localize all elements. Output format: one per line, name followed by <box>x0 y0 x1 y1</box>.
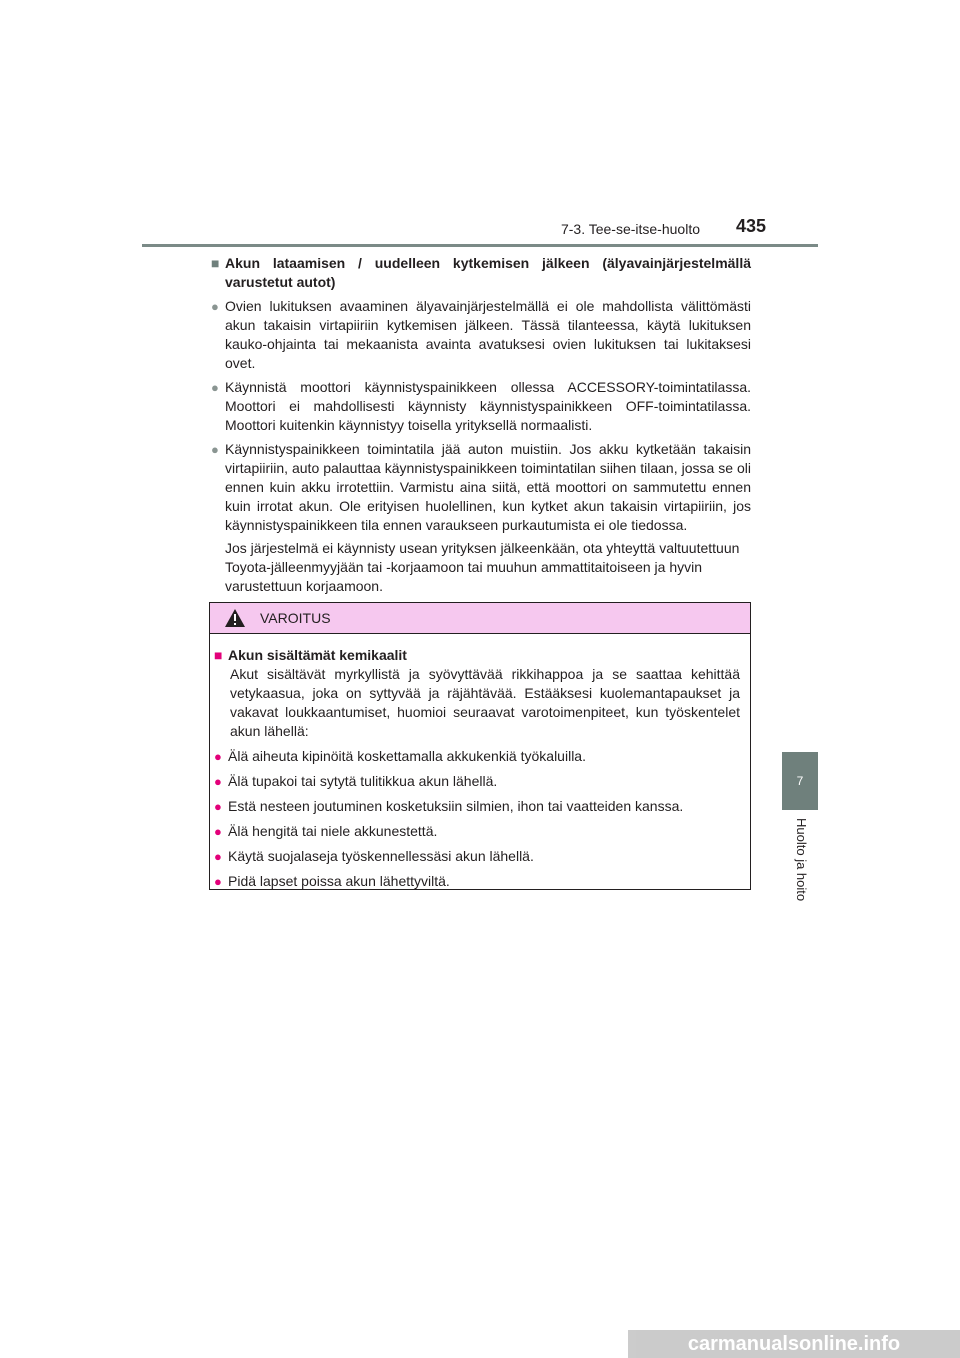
body-paragraph: Jos järjestelmä ei käynnisty usean yrityksen jälkeenkään, ota yhteyttä valtuutettuun Toyota-jälleenmyyjään tai -korjaamoon tai muuhun ammattitaitoiseen ja hyvin varustettuun korjaamoon. <box>225 540 740 594</box>
list-item <box>214 772 740 791</box>
warning-body <box>210 634 750 891</box>
header-section-title: 7-3. Tee-se-itse-huolto <box>560 221 700 237</box>
chapter-title: Huolto ja hoito <box>794 818 809 902</box>
warning-triangle-icon <box>224 608 246 628</box>
section-heading-text: Akun lataamisen / uudelleen kytkemisen jälkeen (älyavainjärjestelmällä varustetut autot) <box>225 255 751 290</box>
dot-bullet-icon: ● <box>214 874 222 889</box>
dot-bullet-icon: ● <box>211 442 219 457</box>
dot-bullet-icon: ● <box>214 774 222 789</box>
warning-heading-text: Akun sisältämät kemikaalit <box>228 647 407 663</box>
list-item-text: Älä hengitä tai niele akkunestettä. <box>228 823 438 839</box>
page-number: 435 <box>736 216 767 236</box>
dot-bullet-icon: ● <box>214 749 222 764</box>
square-bullet-icon: ■ <box>214 647 223 663</box>
header-rule <box>142 244 818 247</box>
list-item <box>214 847 740 866</box>
dot-bullet-icon: ● <box>211 299 219 314</box>
dot-bullet-icon: ● <box>214 824 222 839</box>
list-item-text: Ovien lukituksen avaaminen älyavainjärjestelmällä ei ole mahdollista välittömästi akun takaisin virtapiiriin kytkemisen jälkeen. Tässä tilanteessa, käytä lukituksen kauko-ohjainta tai mekaanista avainta avatuksesi ovien lukituksen tai lukitaksesi ovet. <box>225 298 751 371</box>
warning-title: VAROITUS <box>260 610 331 626</box>
list-item <box>214 797 740 816</box>
warning-heading <box>214 646 740 665</box>
list-item-text: Pidä lapset poissa akun lähettyviltä. <box>228 873 450 889</box>
list-item-text: Älä aiheuta kipinöitä koskettamalla akkukenkiä työkaluilla. <box>228 748 586 764</box>
list-item <box>214 872 740 891</box>
list-item <box>214 822 740 841</box>
list-item-text: Estä nesteen joutuminen kosketuksiin silmien, ihon tai vaatteiden kanssa. <box>228 798 684 814</box>
main-content <box>211 254 751 596</box>
section-heading <box>211 254 751 292</box>
dot-bullet-icon: ● <box>211 380 219 395</box>
list-item <box>214 747 740 766</box>
warning-description: Akut sisältävät myrkyllistä ja syövyttävää rikkihappoa ja se saattaa kehittää vetykaasua, joka on syttyvää ja räjähtävää. Estääksesi kuolemantapaukset ja vakavat loukkaantumiset, huomioi seuraavat varotoimenpiteet, kun työskentelet akun lähellä: <box>230 666 740 739</box>
dot-bullet-icon: ● <box>214 849 222 864</box>
chapter-tab: 7 <box>782 752 818 810</box>
watermark-link[interactable]: carmanualsonline.info <box>628 1330 960 1358</box>
list-item <box>211 378 751 435</box>
list-item-text: Käynnistyspainikkeen toimintatila jää auton muistiin. Jos akku kytketään takaisin virtapiiriin, auto palauttaa käynnistyspainikkeen toimintatilan siihen tilaan, jossa se oli ennen kuin akku irrotettiin. Varmistu aina siitä, että moottori on sammutettu ennen kuin irrotat akun. Ole erityisen huolellinen, kun kytket akun takaisin virtapiiriin, jos käynnistyspainikkeen tila ennen varaukseen purkautumista ei ole tiedossa. <box>225 441 751 533</box>
dot-bullet-icon: ● <box>214 799 222 814</box>
list-item-text: Käytä suojalaseja työskennellessäsi akun lähellä. <box>228 848 534 864</box>
list-item <box>211 297 751 373</box>
warning-header <box>210 603 750 634</box>
square-bullet-icon: ■ <box>211 255 220 271</box>
list-item-text: Käynnistä moottori käynnistyspainikkeen ollessa ACCESSORY-toimintatilassa. Moottori ei mahdollisesti käynnisty käynnistyspainikkeen OFF-toimintatilassa. Moottori kuitenkin käynnistyy toisella yrityksellä normaalisti. <box>225 379 751 433</box>
list-item <box>211 440 751 535</box>
list-item-text: Älä tupakoi tai sytytä tulitikkua akun lähellä. <box>228 773 498 789</box>
warning-box <box>209 602 751 890</box>
